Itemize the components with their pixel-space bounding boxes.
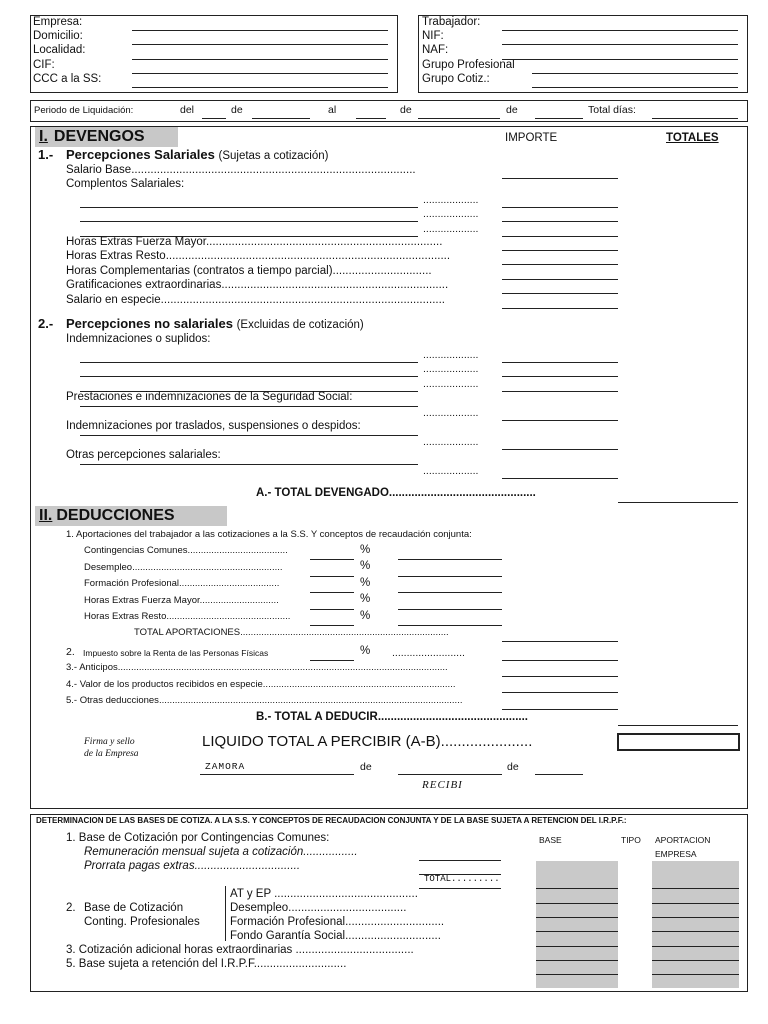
item2-bracket	[225, 886, 226, 941]
salario-base-field[interactable]	[502, 178, 618, 179]
devengos-title: DEVENGOS	[53, 128, 145, 145]
domicilio-label: Domicilio:	[33, 30, 83, 42]
prestaciones-dots: ...................	[423, 407, 479, 419]
salario-base-label: Salario Base.........................................................................................	[66, 164, 416, 176]
indemnizaciones-label: Indemnizaciones o suplidos:	[66, 333, 211, 345]
period-year-field[interactable]	[535, 118, 583, 119]
remuneracion-label: Remuneración mensual sujeta a cotización.................	[84, 846, 358, 858]
devengos-header	[35, 127, 178, 147]
irpf-pct-field[interactable]	[310, 660, 354, 661]
indemnizacion-line-2[interactable]	[80, 376, 418, 377]
base-line-4[interactable]	[536, 931, 618, 932]
base-line-5[interactable]	[536, 946, 618, 947]
horas-resto-text: Horas Extras Resto	[66, 250, 166, 262]
empresa-label: Empresa:	[33, 16, 83, 28]
col-base-header: BASE	[539, 835, 562, 845]
irpf-number: 2.	[66, 646, 75, 658]
hefm-text: Horas Extras Fuerza Mayor	[84, 595, 200, 606]
otras-line[interactable]	[80, 464, 418, 465]
desempleo-pct-field[interactable]	[310, 576, 354, 577]
salario-especie-field[interactable]	[502, 308, 618, 309]
salario-especie-label: Salario en especie.........................................................................................	[66, 294, 445, 306]
desempleo-amount-field[interactable]	[398, 576, 502, 577]
formacion-base-label: Formación Profesional...............................	[230, 916, 445, 928]
s2-number: 2.-	[38, 316, 54, 331]
aport-line-7[interactable]	[652, 974, 739, 975]
hefm-amount-field[interactable]	[398, 609, 502, 610]
indemnizacion-dots-3: ...................	[423, 378, 479, 390]
base-column-shade	[536, 861, 618, 988]
complemento-dots-2: ...................	[423, 208, 479, 220]
bases-item1: 1. Base de Cotización por Contingencias Comunes:	[66, 832, 330, 844]
complemento-dots-3: ...................	[423, 223, 479, 235]
horas-fm-field[interactable]	[502, 250, 618, 251]
total-dias-field[interactable]	[652, 118, 738, 119]
indemnizacion-dots-2: ...................	[423, 363, 479, 375]
indemnizacion-line-1[interactable]	[80, 362, 418, 363]
total-deducir-field[interactable]	[618, 725, 738, 726]
period-box	[30, 100, 748, 122]
otras-deducciones-text: 5.- Otras deducciones	[66, 695, 159, 706]
fondo-text: Fondo Garantía Social	[230, 930, 346, 942]
traslados-field[interactable]	[502, 449, 618, 450]
hefm-label: Horas Extras Fuerza Mayor..............................	[84, 595, 279, 606]
s2-title-text: Percepciones no salariales	[66, 316, 233, 331]
anticipos-label: 3.- Anticipos.............................................................................................................................	[66, 662, 448, 673]
complementos-label: Complentos Salariales:	[66, 178, 185, 190]
gratificaciones-label: Gratificaciones extraordinarias.......................................................................	[66, 279, 449, 291]
salario-base-text: Salario Base	[66, 164, 132, 176]
totales-header: TOTALES	[666, 132, 719, 144]
indemnizacion-importe-2[interactable]	[502, 376, 618, 377]
aport-line-3[interactable]	[652, 917, 739, 918]
grupo-cotiz-label: Grupo Cotiz.:	[422, 73, 490, 85]
complemento-importe-3[interactable]	[502, 236, 618, 237]
prestaciones-line[interactable]	[80, 406, 418, 407]
contingencias-amount-field[interactable]	[398, 559, 502, 560]
traslados-dots: ...................	[423, 436, 479, 448]
cif-label: CIF:	[33, 59, 55, 71]
domicilio-field[interactable]	[132, 44, 388, 45]
irpf-base-label: 5. Base sujeta a retención del I.R.P.F.............................	[66, 958, 347, 970]
prorrata-label: Prorrata pagas extras.................................	[84, 860, 301, 872]
deducciones-title: DEDUCCIONES	[56, 507, 175, 524]
fondo-label: Fondo Garantía Social..............................	[230, 930, 441, 942]
ccc-label: CCC a la SS:	[33, 73, 102, 85]
especie-label: 4.- Valor de los productos recibidos en especie.........................................................................	[66, 679, 456, 690]
aport-line-6[interactable]	[652, 960, 739, 961]
prestaciones-field[interactable]	[502, 420, 618, 421]
gratificaciones-text: Gratificaciones extraordinarias	[66, 279, 222, 291]
localidad-field[interactable]	[132, 59, 388, 60]
desempleo-text: Desempleo	[84, 562, 133, 573]
firma-line-1: Firma y sello	[84, 737, 135, 747]
col-aport-header-1: APORTACION	[655, 835, 711, 845]
at-ep-text: AT y EP	[230, 888, 271, 900]
s2-title	[66, 317, 364, 332]
indemnizacion-importe-1[interactable]	[502, 362, 618, 363]
pct-sign-1: %	[360, 544, 371, 556]
period-al: al	[328, 104, 337, 116]
bases-total-field[interactable]	[419, 888, 501, 889]
contingencias-text: Contingencias Comunes	[84, 545, 188, 556]
base-line-2[interactable]	[536, 903, 618, 904]
irpf-base-text: 5. Base sujeta a retención del I.R.P.F	[66, 958, 254, 970]
recibi-label: RECIBI	[422, 779, 463, 791]
total-devengado-field[interactable]	[618, 502, 738, 503]
horas-fm-label: Horas Extras Fuerza Mayor..........................................................................	[66, 236, 443, 248]
formacion-text: Formación Profesional	[84, 578, 180, 589]
contingencias-label: Contingencias Comunes......................................	[84, 545, 288, 556]
heresto-pct-field[interactable]	[310, 625, 354, 626]
total-devengado-label: A.- TOTAL DEVENGADO..............................................	[256, 487, 536, 499]
nif-field[interactable]	[502, 44, 738, 45]
irpf-field[interactable]	[502, 660, 618, 661]
otras-deducciones-label: 5.- Otras deducciones...................................................................................................................	[66, 695, 463, 706]
aport-line-2[interactable]	[652, 903, 739, 904]
s1-number: 1.-	[38, 147, 54, 162]
indemnizacion-dots-1: ...................	[423, 349, 479, 361]
period-day-end-field[interactable]	[356, 118, 386, 119]
remuneracion-field[interactable]	[419, 860, 501, 861]
aport-line-4[interactable]	[652, 931, 739, 932]
anticipos-field[interactable]	[502, 676, 618, 677]
period-day-start-field[interactable]	[202, 118, 226, 119]
trabajador-field[interactable]	[502, 30, 738, 31]
grupo-profesional-field[interactable]	[532, 73, 738, 74]
base-line-7[interactable]	[536, 974, 618, 975]
complemento-line-1[interactable]	[80, 207, 418, 208]
period-label: Periodo de Liquidación:	[34, 105, 134, 116]
bases-total-label: TOTAL.........	[424, 874, 500, 884]
city-label: ZAMORA	[205, 761, 246, 772]
hefm-pct-field[interactable]	[310, 609, 354, 610]
pct-sign-2: %	[360, 560, 371, 572]
grupo-profesional-label: Grupo Profesional	[422, 59, 515, 71]
complemento-line-2[interactable]	[80, 221, 418, 222]
s2-note: (Excluidas de cotización)	[236, 319, 364, 331]
date-de-2: de	[507, 761, 519, 773]
horas-extra-adicional-label: 3. Cotización adicional horas extraordinarias .....................................	[66, 944, 414, 956]
prorrata-text: Prorrata pagas extras	[84, 860, 195, 872]
pct-sign-5: %	[360, 610, 371, 622]
horas-resto-label: Horas Extras Resto.........................................................................................	[66, 250, 451, 262]
irpf-pct-sign: %	[360, 645, 371, 657]
horas-fm-text: Horas Extras Fuerza Mayor	[66, 236, 206, 248]
localidad-label: Localidad:	[33, 44, 86, 56]
horas-resto-field[interactable]	[502, 264, 618, 265]
ccc-field[interactable]	[132, 87, 388, 88]
contingencias-pct-field[interactable]	[310, 559, 354, 560]
at-ep-label: AT y EP .............................................	[230, 888, 418, 900]
item2-line-1: Base de Cotización	[84, 902, 184, 914]
anticipos-text: 3.- Anticipos	[66, 662, 118, 673]
base-line-3[interactable]	[536, 917, 618, 918]
main-box	[30, 126, 748, 809]
s1-title	[66, 148, 328, 163]
period-month-start-field[interactable]	[252, 118, 310, 119]
city-field[interactable]	[200, 774, 354, 775]
deducciones-header	[35, 506, 227, 526]
irpf-label: Impuesto sobre la Renta de las Personas Físicas	[83, 648, 269, 658]
liquido-label: LIQUIDO TOTAL A PERCIBIR (A-B)......................	[202, 733, 533, 750]
otras-dots: ...................	[423, 465, 479, 477]
devengos-number: I.	[39, 128, 48, 145]
horas-extra-adicional-text: 3. Cotización adicional horas extraordinarias	[66, 944, 293, 956]
firma-line-2: de la Empresa	[84, 749, 139, 759]
complemento-dots-1: ...................	[423, 194, 479, 206]
importe-header: IMPORTE	[505, 132, 558, 144]
liquido-total-field[interactable]	[617, 733, 740, 751]
total-dias-label: Total días:	[588, 104, 636, 116]
otras-deducciones-field[interactable]	[502, 709, 618, 710]
liquido-text: LIQUIDO TOTAL A PERCIBIR (A-B)	[202, 733, 441, 750]
period-de1: de	[231, 104, 243, 116]
otras-field[interactable]	[502, 478, 618, 479]
otras-label: Otras percepciones salariales:	[66, 449, 221, 461]
naf-label: NAF:	[422, 44, 449, 56]
s1-note: (Sujetas a cotización)	[218, 150, 329, 162]
grupo-cotiz-field[interactable]	[532, 87, 738, 88]
heresto-label: Horas Extras Resto...............................................	[84, 611, 291, 622]
empresa-field[interactable]	[132, 30, 388, 31]
aportacion-column-shade	[652, 861, 739, 988]
complemento-importe-2[interactable]	[502, 221, 618, 222]
deducciones-number: II.	[39, 507, 53, 524]
aport-line-5[interactable]	[652, 946, 739, 947]
irpf-dots: .........................	[392, 647, 465, 659]
desempleo-base-text: Desempleo	[230, 902, 289, 914]
base-line-1[interactable]	[536, 888, 618, 889]
col-aport-header-2: EMPRESA	[655, 849, 697, 859]
remuneracion-text: Remuneración mensual sujeta a cotización	[84, 846, 304, 858]
heresto-amount-field[interactable]	[398, 625, 502, 626]
horas-comp-field[interactable]	[502, 279, 618, 280]
total-deducir-text: B.- TOTAL A DEDUCIR	[256, 711, 378, 723]
traslados-line[interactable]	[80, 435, 418, 436]
bases-total-text: TOTAL	[424, 874, 452, 884]
salario-especie-text: Salario en especie	[66, 294, 161, 306]
period-month-end-field[interactable]	[418, 118, 500, 119]
cif-field[interactable]	[132, 73, 388, 74]
s1-title-text: Percepciones Salariales	[66, 147, 215, 162]
date-year-field[interactable]	[535, 774, 583, 775]
horas-comp-label: Horas Complementarias (contratos a tiempo parcial)...............................	[66, 265, 432, 277]
item2-line-2: Conting. Profesionales	[84, 916, 200, 928]
period-de2: de	[400, 104, 412, 116]
indemnizacion-importe-3[interactable]	[502, 391, 618, 392]
traslados-label: Indemnizaciones por traslados, suspensiones o despidos:	[66, 420, 361, 432]
horas-comp-text: Horas Complementarias (contratos a tiempo parcial)	[66, 265, 333, 277]
period-del: del	[180, 104, 195, 116]
trabajador-label: Trabajador:	[422, 16, 481, 28]
formacion-label: Formación Profesional......................................	[84, 578, 280, 589]
nif-label: NIF:	[422, 30, 444, 42]
aportaciones-item: 1. Aportaciones del trabajador a las cotizaciones a la S.S. Y conceptos de recaudación conjunta:	[66, 529, 472, 540]
desempleo-base-label: Desempleo.....................................	[230, 902, 407, 914]
formacion-pct-field[interactable]	[310, 592, 354, 593]
period-de3: de	[506, 104, 518, 116]
naf-field[interactable]	[502, 59, 738, 60]
total-devengado-text: A.- TOTAL DEVENGADO	[256, 487, 389, 499]
pct-sign-4: %	[360, 593, 371, 605]
total-aportaciones-field[interactable]	[502, 641, 618, 642]
formacion-base-text: Formación Profesional	[230, 916, 346, 928]
bases-header: DETERMINACION DE LAS BASES DE COTIZA. A LA S.S. Y CONCEPTOS DE RECAUDACION CONJUNTA Y DE LA BASE SUJETA A RETENCION DEL I.R.P.F.:	[36, 816, 627, 825]
gratificaciones-field[interactable]	[502, 293, 618, 294]
base-line-6[interactable]	[536, 960, 618, 961]
date-month-field[interactable]	[398, 774, 502, 775]
heresto-text: Horas Extras Resto	[84, 611, 167, 622]
total-aportaciones-text: TOTAL APORTACIONES	[134, 627, 241, 638]
col-tipo-header: TIPO	[621, 835, 641, 845]
item2-number: 2.	[66, 902, 76, 914]
date-de-1: de	[360, 761, 372, 773]
especie-field[interactable]	[502, 692, 618, 693]
total-aportaciones-label: TOTAL APORTACIONES...............................................................................	[134, 627, 449, 638]
pct-sign-3: %	[360, 577, 371, 589]
desempleo-label: Desempleo.........................................................	[84, 562, 283, 573]
prestaciones-label: Prestaciones e indemnizaciones de la Seguridad Social:	[66, 391, 353, 403]
formacion-amount-field[interactable]	[398, 592, 502, 593]
especie-text: 4.- Valor de los productos recibidos en especie	[66, 679, 263, 690]
aport-line-1[interactable]	[652, 888, 739, 889]
complemento-importe-1[interactable]	[502, 207, 618, 208]
total-deducir-label: B.- TOTAL A DEDUCIR...............................................	[256, 711, 528, 723]
